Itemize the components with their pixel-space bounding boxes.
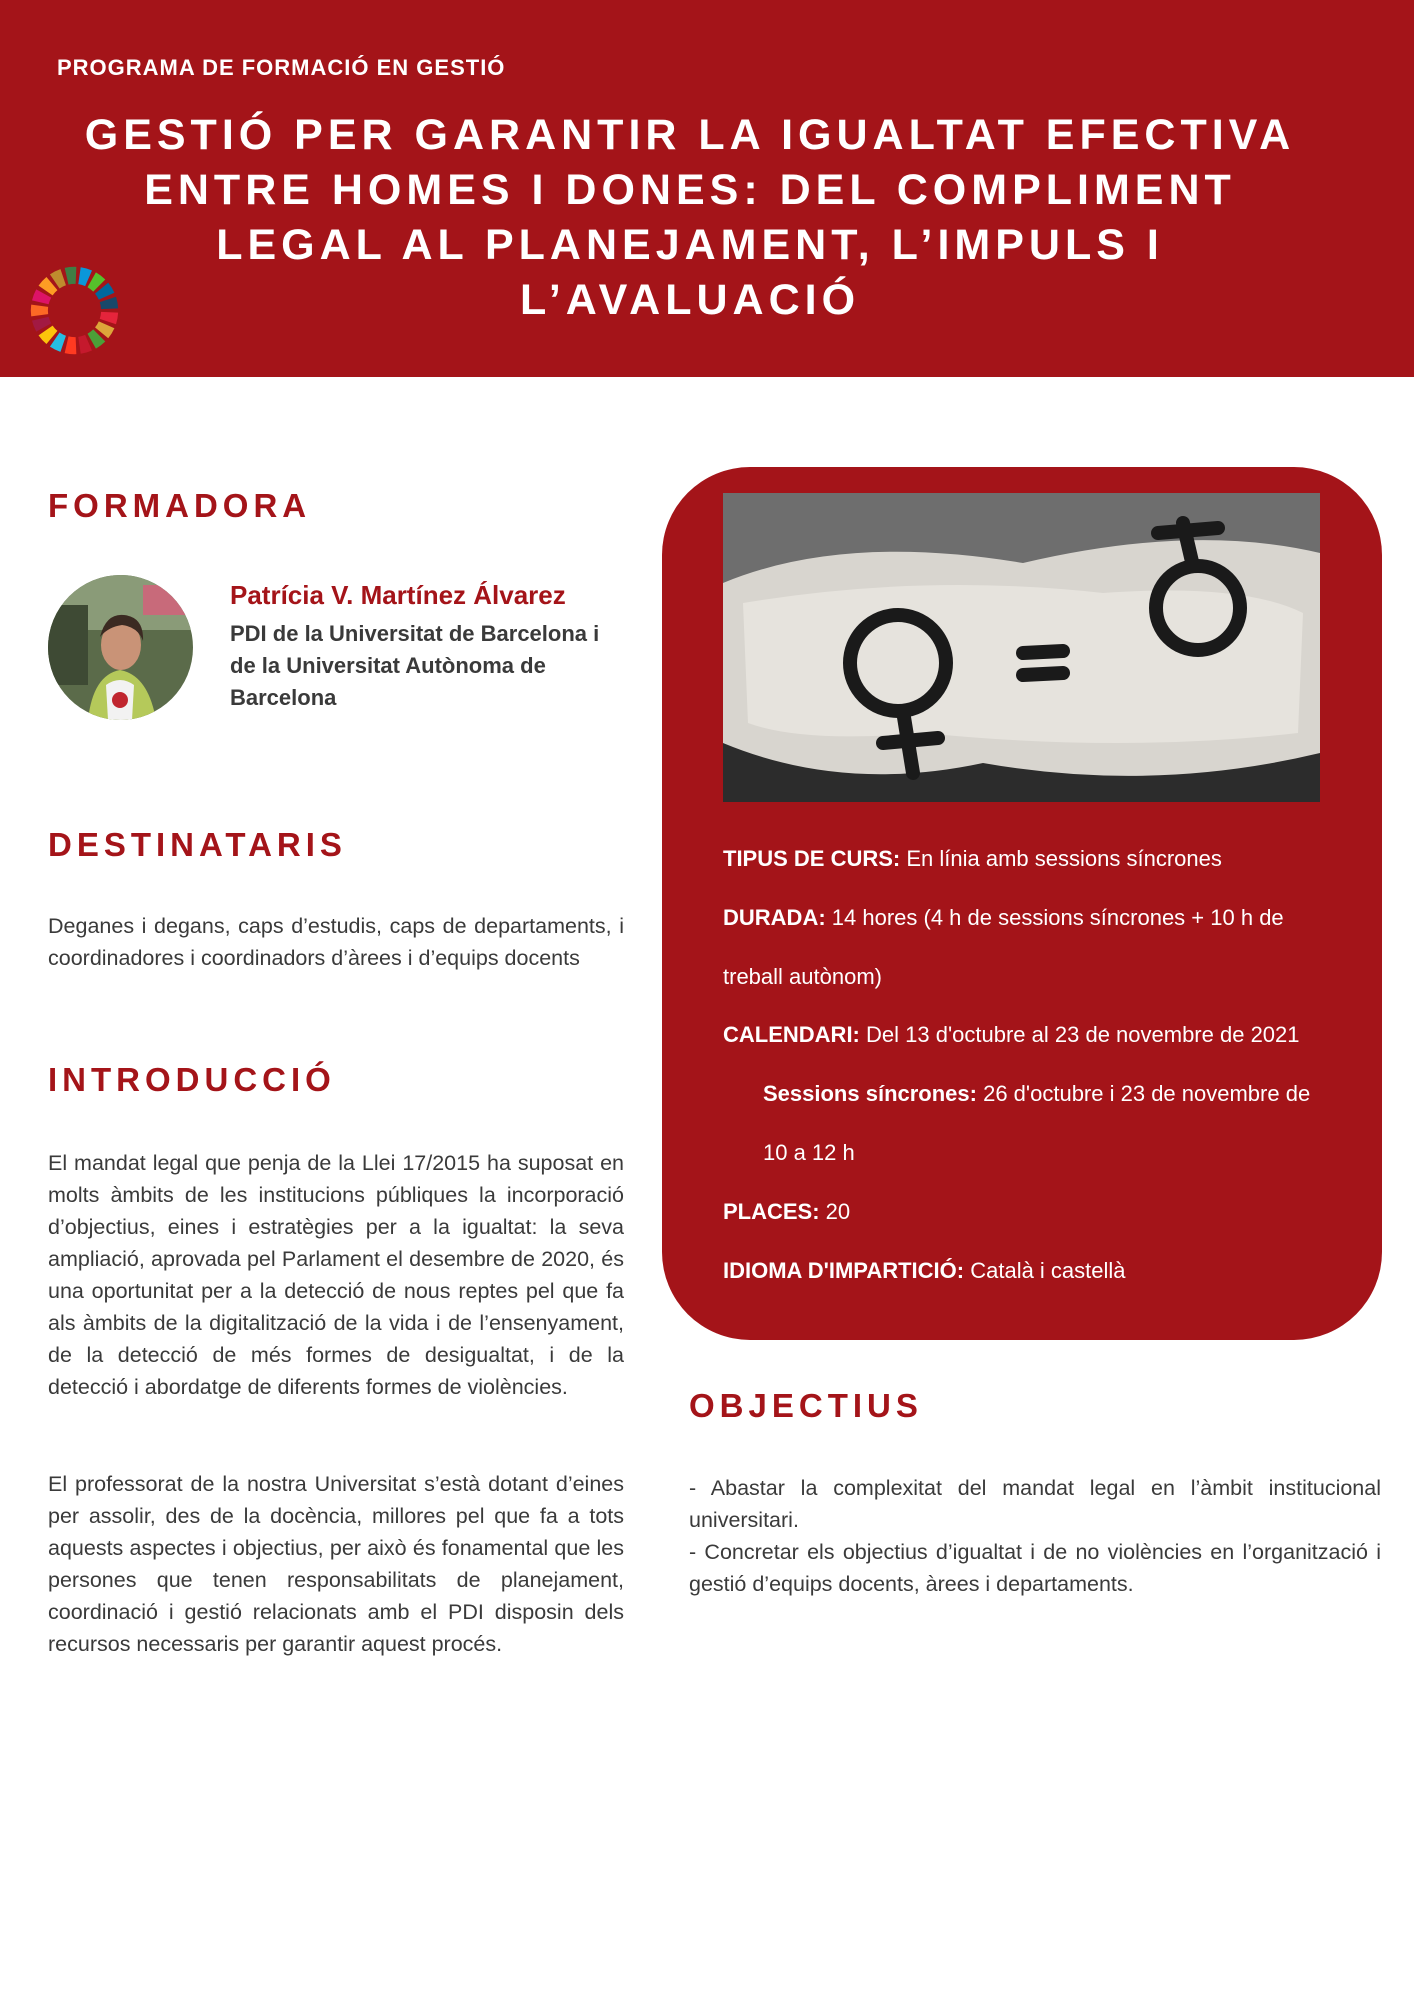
audience-heading: DESTINATARIS: [48, 826, 347, 863]
trainer-affiliation: [230, 618, 620, 714]
calendar-label: CALENDARI:: [723, 1022, 860, 1047]
duration-row: [723, 905, 1284, 931]
sdg-wheel-segment: [65, 336, 77, 354]
intro-heading: INTRODUCCIÓ: [48, 1061, 336, 1098]
title-line-4: L’AVALUACIÓ: [519, 276, 861, 324]
sessions-label: Sessions síncrones:: [763, 1081, 977, 1106]
gender-equality-photo: [723, 493, 1320, 802]
intro-paragraph-2: El professorat de la nostra Universitat s’està dotant d’eines per assolir, des de la docència, millores pel que fa a tots aquests aspectes i objectius, per això és fonamental que les persones que tenen responsabilitats de planejament, coordinació i gestió relacionats amb el PDI disposin dels recursos necessaris per garantir aquest procés.: [48, 1472, 624, 1656]
objectives-list: [689, 1472, 1381, 1600]
sdg-wheel-segment: [65, 267, 77, 285]
calendar-value: Del 13 d'octubre al 23 de novembre de 2021: [859, 1022, 1300, 1047]
course-type-label: TIPUS DE CURS:: [723, 846, 901, 871]
header-banner: [0, 0, 1414, 377]
affiliation-line: de la Universitat Autònoma de: [230, 653, 546, 678]
sessions-row-continued: 10 a 12 h: [763, 1140, 855, 1165]
sessions-value: 26 d'octubre i 23 de novembre de: [976, 1081, 1311, 1106]
objectives-heading: OBJECTIUS: [689, 1387, 923, 1424]
program-label: PROGRAMA DE FORMACIÓ EN GESTIÓ: [57, 55, 506, 80]
audience-text: Deganes i degans, caps d’estudis, caps de departaments, i coordinadores i coordinadors d’àrees i d’equips docents: [48, 914, 624, 970]
title-line-1: GESTIÓ PER GARANTIR LA IGUALTAT EFECTIVA: [84, 111, 1296, 159]
calendar-row: [723, 1022, 1300, 1048]
duration-value: 14 hores (4 h de sessions síncrones + 10 h de: [825, 905, 1284, 930]
objective-item-1: - Abastar la complexitat del mandat legal en l’àmbit institucional universitari.: [689, 1476, 1381, 1532]
language-row: [723, 1258, 1126, 1284]
sdg-color-wheel-icon: [27, 263, 122, 358]
places-row: [723, 1199, 850, 1225]
title-line-2: ENTRE HOMES I DONES: DEL COMPLIMENT: [144, 166, 1236, 214]
course-type-row: [723, 846, 1222, 872]
intro-paragraph-1: El mandat legal que penja de la Llei 17/2015 ha suposat en molts àmbits de les institucions públiques la incorporació d’objectius, eines i estratègies per a la igualtat: la seva ampliació, aprovada pel Parlament el desembre de 2020, és una oportunitat per a la detecció de nous reptes pel que fa als àmbits de la digitalització de la vida i de l’ensenyament, de la detecció de més formes de desigualtat, i de la detecció i abordatge de diferents formes de violències.: [48, 1151, 624, 1399]
affiliation-line: Barcelona: [230, 685, 337, 710]
places-label: PLACES:: [723, 1199, 820, 1224]
sdg-wheel-segment: [100, 297, 118, 309]
sdg-wheel-segment: [31, 305, 48, 317]
objective-item-2: - Concretar els objectius d’igualtat i de no violències en l’organització i gestió d’equips docents, àrees i departaments.: [689, 1540, 1381, 1596]
trainer-photo: [48, 575, 193, 720]
language-label: IDIOMA D'IMPARTICIÓ:: [723, 1258, 965, 1283]
page-title: [60, 108, 1320, 328]
affiliation-line: PDI de la Universitat de Barcelona i: [230, 621, 600, 646]
title-line-3: LEGAL AL PLANEJAMENT, L’IMPULS I: [216, 221, 1164, 269]
sdg-wheel-segment: [100, 312, 118, 324]
places-value: 20: [819, 1199, 851, 1224]
course-type-value: En línia amb sessions síncrones: [900, 846, 1222, 871]
duration-label: DURADA:: [723, 905, 826, 930]
duration-row-continued: treball autònom): [723, 964, 882, 989]
sessions-row: [763, 1081, 1310, 1107]
language-value: Català i castellà: [964, 1258, 1126, 1283]
trainer-name: Patrícia V. Martínez Álvarez: [230, 580, 566, 610]
trainer-heading: FORMADORA: [48, 487, 312, 524]
